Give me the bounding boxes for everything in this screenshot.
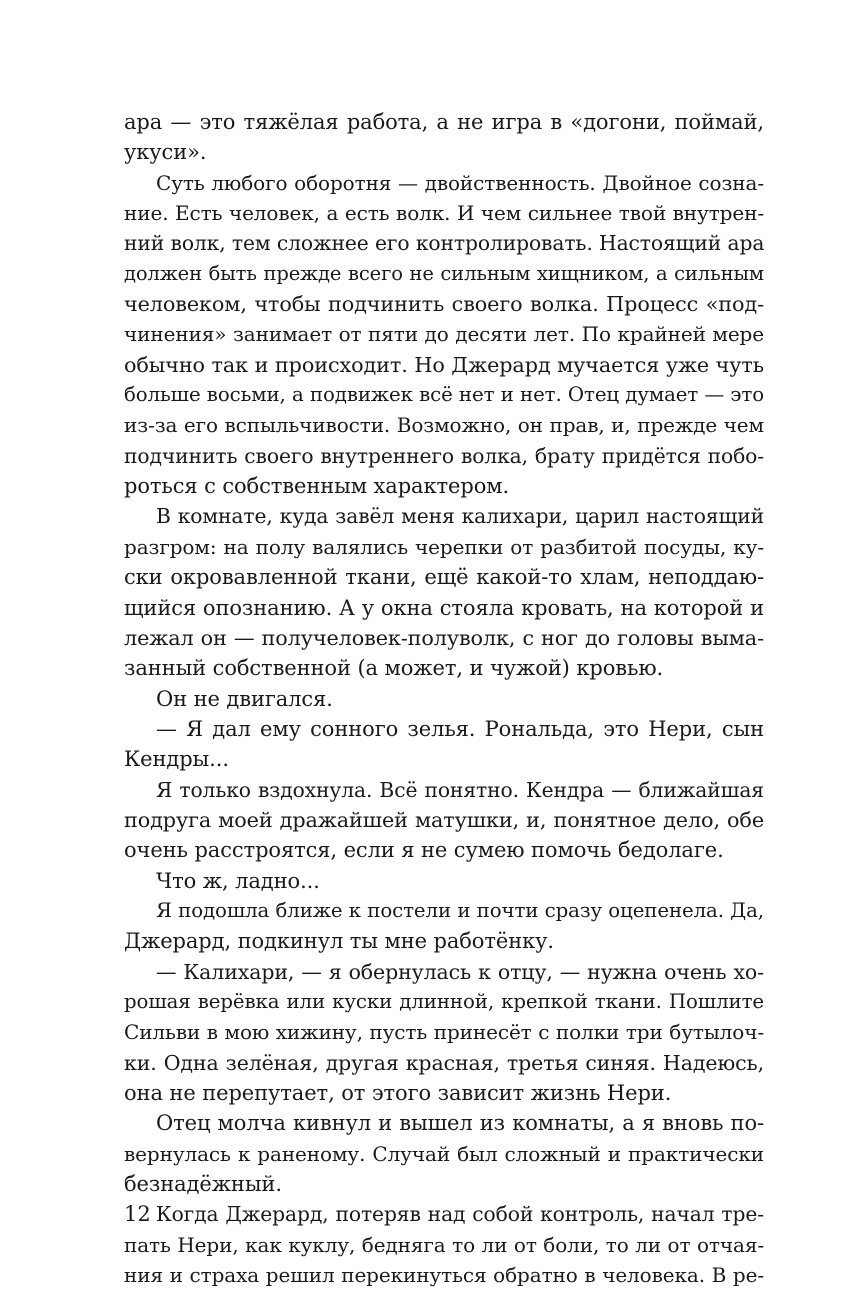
text-line: лежал он — получеловек-полуволк, с ног до головы выма-	[124, 625, 764, 650]
text-line: ние. Есть человек, а есть волк. И чем сильнее твой внутрен-	[124, 201, 764, 226]
text-line: укуси».	[124, 140, 207, 165]
text-line: больше восьми, а подвижек всё нет и нет. Отец думает — это	[124, 383, 764, 407]
text-line: человеком, чтобы подчинить своего волка. Процесс «под-	[124, 292, 764, 317]
text-line: Когда Джерард, потеряв над собой контроль, начал тре-	[156, 1202, 764, 1227]
text-line: Он не двигался.	[156, 686, 333, 711]
text-line: подруга моей дражайшей матушки, и, понятное дело, обе	[124, 807, 764, 832]
text-line: занный собственной (а может, и чужой) кровью.	[124, 656, 664, 681]
text-line: Джерард, подкинул ты мне работёнку.	[124, 929, 554, 954]
text-line: очень расстроятся, если я не сумею помочь бедолаге.	[124, 838, 724, 863]
text-line: Что ж, ладно...	[156, 868, 320, 893]
text-line: подчинить своего внутреннего волка, брату придётся побо-	[124, 443, 764, 468]
text-line: ния и страха решил перекинуться обратно в человека. В ре-	[124, 1263, 764, 1288]
text-line: — Я дал ему сонного зелья. Рональда, это Нери, сын	[156, 716, 764, 741]
text-line: пать Нери, как куклу, бедняга то ли от боли, то ли от отчая-	[124, 1232, 764, 1257]
text-line: роться с собственным характером.	[124, 474, 510, 499]
text-line: ски окровавленной ткани, ещё какой-то хлам, неподдаю-	[124, 565, 764, 590]
text-line: В комнате, куда завёл меня калихари, царил настоящий	[156, 504, 764, 529]
text-line: ки. Одна зелёная, другая красная, третья синяя. Надеюсь,	[124, 1050, 764, 1075]
text-line: Я только вздохнула. Всё понятно. Кендра — ближайшая	[156, 777, 764, 802]
text-line: вернулась к раненому. Случай был сложный и практически	[124, 1141, 764, 1166]
text-line: обычно так и происходит. Но Джерард мучается уже чуть	[124, 352, 764, 377]
text-line: Сильви в мою хижину, пусть принесёт с полки три бутылоч-	[124, 1020, 764, 1045]
text-line: она не перепутает, от этого зависит жизнь Нери.	[124, 1081, 672, 1105]
text-line: рошая верёвка или куски длинной, крепкой ткани. Пошлите	[124, 989, 764, 1013]
text-line: безнадёжный.	[124, 1172, 282, 1197]
text-line: должен быть прежде всего не сильным хищником, а сильным	[124, 261, 764, 285]
text-line: ара — это тяжёлая работа, а не игра в «догони, поймай,	[124, 110, 764, 134]
text-line: — Калихари, — я обернулась к отцу, — нужна очень хо-	[156, 959, 764, 984]
text-line: разгром: на полу валялись черепки от разбитой посуды, ку-	[124, 534, 764, 559]
page-number: 12	[124, 1202, 151, 1226]
text-line: чинения» занимает от пяти до десяти лет. По крайней мере	[124, 322, 764, 347]
text-line: щийся опознанию. А у окна стояла кровать, на которой и	[124, 595, 764, 620]
text-line: Суть любого оборотня — двойственность. Двойное созна-	[156, 170, 764, 195]
text-line: из-за его вспыльчивости. Возможно, он прав, и, прежде чем	[124, 413, 764, 438]
text-line: Отец молча кивнул и вышел из комнаты, а я вновь по-	[156, 1111, 764, 1136]
text-line: Кендры...	[124, 747, 229, 772]
text-line: ний волк, тем сложнее его контролировать. Настоящий ара	[124, 231, 765, 256]
text-line: Я подошла ближе к постели и почти сразу оцепенела. Да,	[156, 898, 764, 922]
body-text	[124, 107, 764, 1290]
